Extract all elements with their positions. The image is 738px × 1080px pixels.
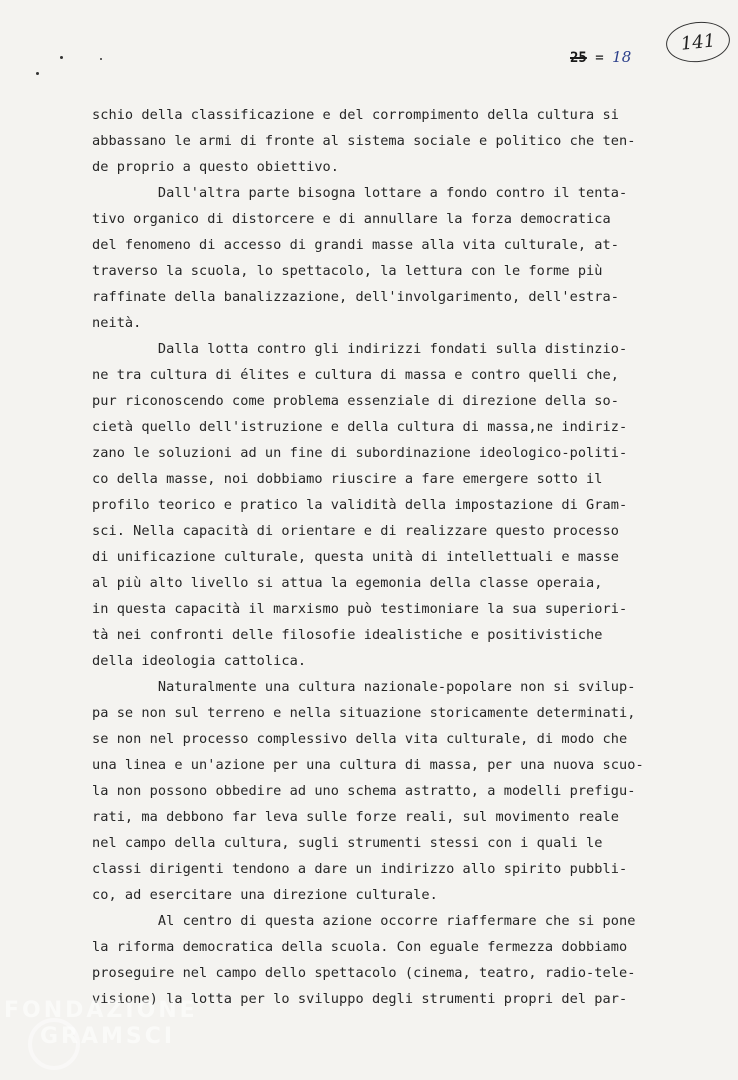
watermark-line2: GRAMSCI [40,1024,176,1049]
ink-speck [36,72,39,75]
text-line: abbassano le armi di fronte al sistema sociale e politico che ten- [92,133,636,149]
text-line: traverso la scuola, lo spettacolo, la lettura con le forme più [92,263,603,279]
text-line: classi dirigenti tendono a dare un indirizzo allo spirito pubbli- [92,861,628,877]
text-line: profilo teorico e pratico la validità della impostazione di Gram- [92,497,628,513]
text-line: sci. Nella capacità di orientare e di realizzare questo processo [92,523,619,539]
archive-number-stamp [664,19,732,65]
text-line: una linea e un'azione per una cultura di massa, per una nuova scuo- [92,757,644,773]
ink-speck [60,56,63,59]
text-line: pa se non sul terreno e nella situazione storicamente determinati, [92,705,636,721]
text-line: in questa capacità il marxismo può testimoniare la sua superiori- [92,601,628,617]
text-line: schio della classificazione e del corrompimento della cultura si [92,107,619,123]
text-line: tà nei confronti delle filosofie idealistiche e positivistiche [92,627,603,643]
text-line: Dall'altra parte bisogna lottare a fondo contro il tenta- [92,185,628,201]
page-number-struck: 25 [570,50,587,66]
page-number-equals: = [595,50,604,66]
watermark [4,998,198,1050]
text-line: Naturalmente una cultura nazionale-popolare non si svilup- [92,679,636,695]
text-line: raffinate della banalizzazione, dell'involgarimento, dell'estra- [92,289,619,305]
text-line: visione) la lotta per lo sviluppo degli strumenti propri del par- [92,991,628,1007]
text-line: del fenomeno di accesso di grandi masse alla vita culturale, at- [92,237,619,253]
text-line: proseguire nel campo dello spettacolo (cinema, teatro, radio-tele- [92,965,636,981]
text-line: ne tra cultura di élites e cultura di massa e contro quelli che, [92,367,619,383]
text-line: Al centro di questa azione occorre riaffermare che si pone [92,913,636,929]
text-line: co, ad esercitare una direzione culturale. [92,887,438,903]
text-line: co della masse, noi dobbiamo riuscire a fare emergere sotto il [92,471,603,487]
text-line: Dalla lotta contro gli indirizzi fondati sulla distinzio- [92,341,628,357]
page-number [570,48,631,66]
watermark-line1: FONDAZIONE [4,998,198,1023]
text-line: neità. [92,315,142,331]
text-line: di unificazione culturale, questa unità di intellettuali e masse [92,549,619,565]
text-line: la riforma democratica della scuola. Con eguale fermezza dobbiamo [92,939,628,955]
text-line: de proprio a questo obiettivo. [92,159,340,175]
text-line: pur riconoscendo come problema essenziale di direzione della so- [92,393,619,409]
text-line: se non nel processo complessivo della vita culturale, di modo che [92,731,628,747]
text-line: zano le soluzioni ad un fine di subordinazione ideologico-politi- [92,445,628,461]
text-line: cietà quello dell'istruzione e della cultura di massa,ne indiriz- [92,419,628,435]
text-line: al più alto livello si attua la egemonia della classe operaia, [92,575,603,591]
text-line: rati, ma debbono far leva sulle forze reali, sul movimento reale [92,809,619,825]
text-line: la non possono obbedire ad uno schema astratto, a modelli prefigu- [92,783,636,799]
page-number-handwritten: 18 [612,48,632,66]
ink-speck [100,58,102,60]
text-line: tivo organico di distorcere e di annullare la forza democratica [92,211,611,227]
archive-number: 141 [679,29,717,55]
text-line: della ideologia cattolica. [92,653,307,669]
text-line: nel campo della cultura, sugli strumenti stessi con i quali le [92,835,603,851]
